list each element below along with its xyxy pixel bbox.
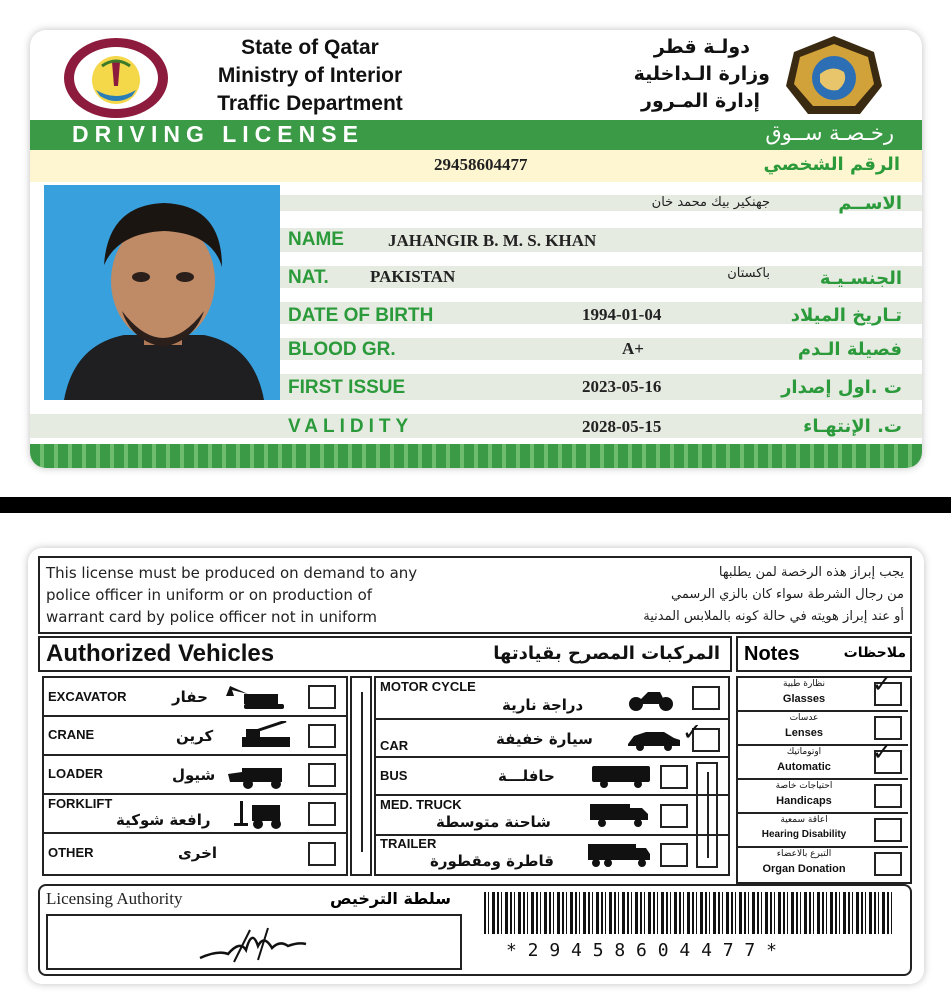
vehicle-label-ar: سيارة خفيفة	[496, 730, 593, 748]
checkbox[interactable]	[308, 763, 336, 787]
note-label-ar: نظارة طبية	[783, 679, 825, 689]
checkbox[interactable]	[692, 686, 720, 710]
holder-photo	[44, 185, 280, 400]
excavator-icon	[224, 684, 294, 715]
validity-value: 2028-05-15	[582, 417, 662, 436]
note-row-automatic	[738, 738, 908, 780]
check-mark-icon: ✓	[872, 738, 893, 766]
inner-bracket	[696, 762, 718, 868]
header-department-ar: إدارة المـرور	[641, 90, 760, 112]
vehicle-label: MOTOR CYCLE	[380, 679, 476, 694]
checkbox[interactable]	[660, 843, 688, 867]
vehicle-row-loader	[44, 756, 346, 795]
license-title: DRIVING LICENSE	[72, 121, 364, 147]
vehicle-row-med-truck	[376, 796, 728, 836]
vehicle-label-ar: كرين	[176, 727, 214, 745]
name-ar-value: جهنكير بيك محمد خان	[651, 195, 770, 210]
notes-title-ar: ملاحظات	[843, 645, 906, 661]
vehicle-row-car	[376, 720, 728, 758]
dob-label: DATE OF BIRTH	[288, 305, 434, 326]
notice-box	[38, 556, 912, 634]
validity-label-ar: ت. الإنتهـاء	[803, 416, 902, 437]
notice-line-2: police officer in uniform or on production of	[46, 586, 373, 604]
vehicle-label-ar: اخرى	[178, 844, 218, 862]
notes-title: Notes	[744, 643, 800, 665]
checkbox[interactable]	[874, 818, 902, 842]
id-number: 29458604477	[434, 155, 528, 174]
license-title-ar: رخـصـة ســوق	[765, 121, 894, 145]
vehicle-row-excavator	[44, 678, 346, 717]
vehicle-label-ar: دراجة نارية	[502, 696, 584, 714]
name-label: NAME	[288, 229, 344, 250]
vehicles-left-panel	[42, 676, 348, 876]
barcode-text: * 2 9 4 5 8 6 0 4 4 7 7 *	[506, 940, 777, 961]
signature-box	[46, 914, 462, 970]
barcode	[484, 892, 894, 934]
vehicle-label-ar: حافلـــة	[498, 767, 555, 785]
gcc-emblem-icon	[782, 34, 886, 120]
licensing-authority-label: Licensing Authority	[46, 889, 183, 908]
blood-group-value: A+	[622, 339, 644, 358]
note-label: Hearing Disability	[761, 829, 847, 840]
notice-ar-line-3: أو عند إبراز هويته في حالة كونه بالملابس المدنية	[643, 609, 904, 624]
authorized-vehicles-title-ar: المركبات المصرح بقيادتها	[493, 643, 720, 664]
notice-line-3: warrant card by police officer not in uniform	[46, 608, 377, 626]
note-label: Automatic	[777, 761, 831, 773]
bottom-pattern-band	[30, 444, 922, 468]
check-mark-icon: ✓	[682, 718, 703, 746]
note-row-handicaps	[738, 780, 908, 814]
vehicle-row-motorcycle	[376, 678, 728, 720]
vehicle-label-ar: شيول	[172, 766, 216, 784]
truck-icon	[588, 802, 650, 833]
header-department: Traffic Department	[217, 92, 403, 115]
vehicle-label: CAR	[380, 738, 409, 753]
note-row-glasses	[738, 670, 908, 712]
bracket-divider	[350, 676, 372, 876]
nationality-label: NAT.	[288, 267, 329, 288]
vehicle-label: LOADER	[48, 766, 103, 781]
license-back-card	[28, 548, 924, 984]
vehicle-row-crane	[44, 717, 346, 756]
signature-icon	[198, 920, 308, 971]
first-issue-label: FIRST ISSUE	[288, 377, 406, 398]
check-mark-icon: ✓	[872, 670, 893, 698]
authorized-vehicles-title: Authorized Vehicles	[46, 640, 275, 667]
checkbox[interactable]	[660, 765, 688, 789]
note-label: Lenses	[785, 727, 823, 739]
note-label-ar: احتياجات خاصة	[775, 781, 833, 791]
vehicle-label-ar: شاحنة متوسطة	[436, 813, 551, 831]
id-label-ar: الرقم الشخصي	[763, 154, 900, 175]
checkbox[interactable]	[308, 842, 336, 866]
nationality-value: PAKISTAN	[370, 267, 456, 286]
bus-icon	[590, 764, 652, 793]
validity-label: VALIDITY	[288, 416, 414, 437]
license-front-card	[30, 30, 922, 468]
header-state-ar: دولـة قطر	[653, 36, 750, 58]
notice-ar-line-2: من رجال الشرطة سواء كان بالزي الرسمي	[671, 587, 904, 602]
vehicle-label-ar: قاطرة ومقطورة	[430, 852, 554, 870]
note-label-ar: اوتوماتيك	[786, 747, 822, 757]
nationality-value-ar: باكستان	[727, 266, 770, 281]
checkbox[interactable]	[308, 802, 336, 826]
vehicles-right-panel	[374, 676, 730, 876]
blood-group-label: BLOOD GR.	[288, 339, 396, 360]
notes-panel	[736, 670, 912, 884]
name-value: JAHANGIR B. M. S. KHAN	[388, 231, 597, 250]
licensing-authority-box	[38, 884, 912, 976]
vehicle-label-ar: رافعة شوكية	[116, 811, 211, 829]
title-band	[30, 120, 922, 150]
header-ministry-ar: وزارة الـداخلية	[633, 63, 770, 85]
vehicle-label: BUS	[380, 768, 408, 783]
vehicle-row-forklift	[44, 795, 346, 834]
dob-label-ar: تـاريخ الميلاد	[790, 305, 902, 326]
vehicle-row-other	[44, 834, 346, 874]
checkbox[interactable]	[308, 724, 336, 748]
checkbox[interactable]	[874, 716, 902, 740]
note-label: Glasses	[782, 693, 826, 705]
header-state: State of Qatar	[241, 36, 379, 59]
checkbox[interactable]	[308, 685, 336, 709]
note-row-hearing	[738, 814, 908, 848]
vehicle-row-bus	[376, 758, 728, 796]
name-label-ar: الاســم	[838, 193, 902, 214]
header-ministry: Ministry of Interior	[217, 64, 403, 87]
vehicle-label: TRAILER	[380, 836, 437, 851]
note-label-ar: التبرع بالاعضاء	[776, 849, 832, 859]
dob-value: 1994-01-04	[582, 305, 662, 324]
notes-header	[736, 636, 912, 672]
trailer-icon	[586, 842, 652, 873]
vehicle-label-ar: حفار	[172, 688, 208, 706]
note-label-ar: اعاقة سمعية	[780, 815, 828, 825]
checkbox[interactable]	[874, 852, 902, 876]
vehicle-label: EXCAVATOR	[48, 689, 127, 704]
vehicle-label: FORKLIFT	[48, 796, 113, 811]
vehicle-label: MED. TRUCK	[380, 797, 462, 812]
car-icon	[626, 728, 682, 757]
notice-line-1: This license must be produced on demand to any	[46, 564, 418, 582]
first-issue-value: 2023-05-16	[582, 377, 662, 396]
vehicle-row-trailer	[376, 836, 728, 874]
licensing-authority-label-ar: سلطة الترخيص	[330, 889, 451, 908]
loader-icon	[226, 760, 292, 795]
nationality-label-ar: الجنسـيـة	[819, 268, 902, 289]
note-label: Handicaps	[776, 795, 832, 807]
checkbox[interactable]	[874, 784, 902, 808]
motorcycle-icon	[626, 684, 676, 717]
crane-icon	[236, 721, 296, 756]
card-divider	[0, 497, 951, 513]
note-label: Organ Donation	[762, 863, 846, 875]
first-issue-label-ar: ت .اول إصدار	[781, 377, 902, 398]
forklift-icon	[234, 799, 294, 834]
id-row	[30, 150, 922, 182]
notice-ar-line-1: يجب إبراز هذه الرخصة لمن يطلبها	[718, 565, 904, 580]
vehicle-label: OTHER	[48, 845, 94, 860]
qatar-emblem-icon	[62, 36, 170, 120]
note-row-organ-donation	[738, 848, 908, 882]
authorized-vehicles-header	[38, 636, 732, 672]
checkbox[interactable]	[660, 804, 688, 828]
note-label-ar: عدسات	[789, 713, 819, 723]
blood-group-label-ar: فصيلة الـدم	[797, 339, 902, 360]
vehicle-label: CRANE	[48, 727, 95, 742]
